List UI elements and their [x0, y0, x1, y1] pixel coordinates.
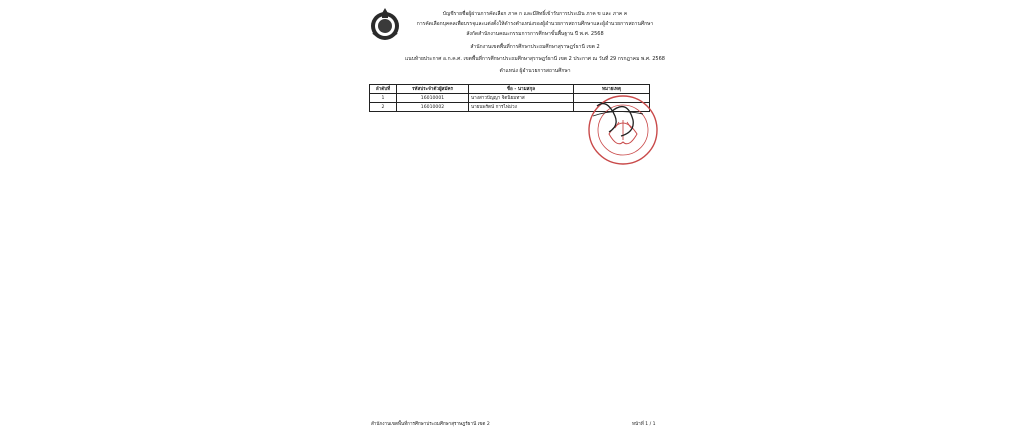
col-header-no: ลำดับที่	[370, 85, 397, 94]
header-line-4: สำนักงานเขตพื้นที่การศึกษาประถมศึกษาสุราษฎร์ธานี เขต 2	[470, 44, 600, 50]
header-line-2: การคัดเลือกบุคคลเพื่อบรรจุและแต่งตั้งให้ดำรงตำแหน่งรองผู้อำนวยการสถานศึกษาและผู้อำนวยการสถานศึกษา	[416, 21, 654, 27]
cell-name: นางสาวปัญญา จิตนิยมทาส	[469, 94, 574, 103]
header-line-5: แนบท้ายประกาศ อ.ก.ค.ศ. เขตพื้นที่การศึกษาประถมศึกษาสุราษฎร์ธานี เขต 2 ประกาศ ณ วันที่ 29 กรกฎาคม พ.ศ. 2568	[405, 56, 665, 62]
cell-no: 2	[370, 103, 397, 112]
col-header-remark: หมายเหตุ	[574, 85, 650, 94]
col-header-name: ชื่อ - นามสกุล	[469, 85, 574, 94]
footer-page-number: หน้าที่ 1 / 1	[632, 422, 656, 427]
document-page	[360, 0, 660, 433]
cell-no: 1	[370, 94, 397, 103]
footer-office-name: สำนักงานเขตพื้นที่การศึกษาประถมศึกษาสุราษฎร์ธานี เขต 2	[371, 422, 490, 427]
official-stamp-with-signature	[585, 92, 661, 168]
cell-name: นายนพรัตน์ การไฟม่วง	[469, 103, 574, 112]
header-line-6: ตำแหน่ง ผู้อำนวยการสถานศึกษา	[499, 68, 571, 74]
header-line-3: สังกัดสำนักงานคณะกรรมการการศึกษาขั้นพื้นฐาน ปี พ.ศ. 2568	[466, 31, 604, 37]
header-line-1: บัญชีรายชื่อผู้ผ่านการคัดเลือก ภาค ก และมีสิทธิ์เข้ารับการประเมิน ภาค ข และ ภาค ค	[442, 11, 628, 17]
cell-id: 16010001	[397, 94, 469, 103]
cell-id: 16010002	[397, 103, 469, 112]
col-header-id: รหัสประจำตัวผู้สมัคร	[397, 85, 469, 94]
